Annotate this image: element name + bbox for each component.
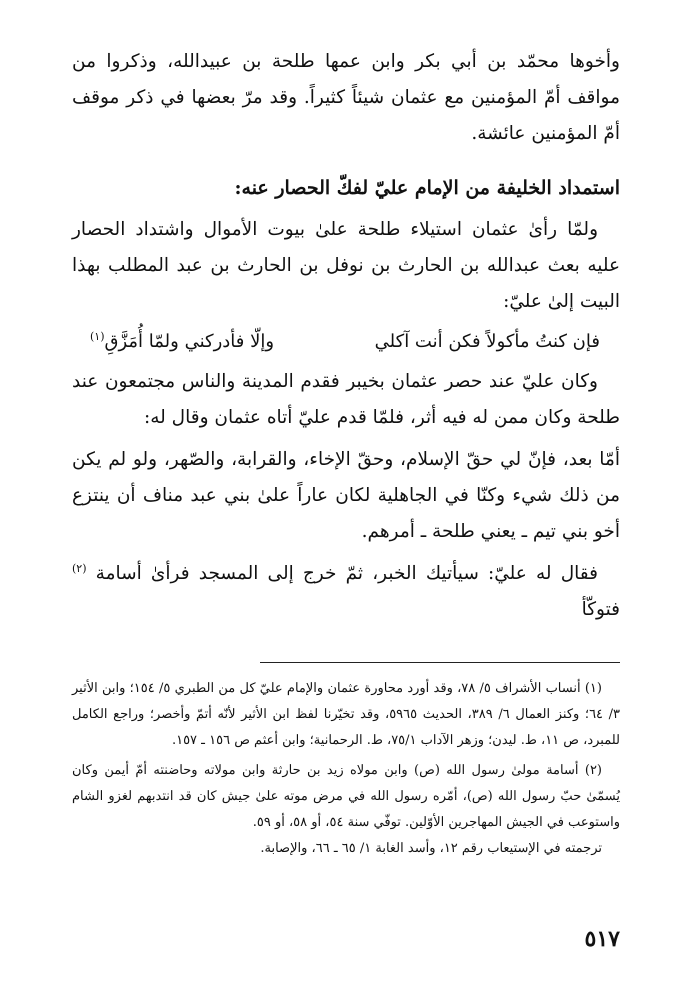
paragraph-uthman-speech: أمّا بعد، فإنّ لي حقّ الإسلام، وحقّ الإخاء، والقرابة، والصّهر، ولو لم يكن من ذلك شيء وكنّا في الجاهلية لكان عاراً علىٰ بني عبد مناف أن ينتزع أخو بني تيم ـ يعني طلحة ـ أمرهم. xyxy=(72,449,620,542)
verse-second-hemistich xyxy=(90,324,274,360)
main-text xyxy=(72,44,620,628)
footnote-ref-1: (١) xyxy=(90,330,105,343)
paragraph-ali-reply xyxy=(72,556,620,628)
paragraph-siege: ولمّا رأىٰ عثمان استيلاء طلحة علىٰ بيوت الأموال واشتداد الحصار عليه بعث عبدالله بن الحارث بن نوفل بن الحارث بن عبد المطلب بهذا البيت إلىٰ عليّ: xyxy=(72,219,620,312)
footnote-divider xyxy=(260,662,620,663)
ali-reply-text: فقال له عليّ: سيأتيك الخبر، ثمّ خرج إلى المسجد فرأىٰ أسامة xyxy=(95,563,598,584)
footnote-2-bio: ترجمته في الإستيعاب رقم ١٢، وأسد الغابة ١/ ٦٥ ـ ٦٦، والإصابة. xyxy=(260,841,602,856)
footnote-ref-2: (٢) xyxy=(72,561,87,575)
verse-second-text: وإلّا فأدركني ولمّا أُمَزَّقِ xyxy=(104,331,275,352)
footnote-2: (٢) أسامة مولىٰ رسول الله (ص) وابن مولاه زيد بن حارثة وابن مولاته وحاضنته أمّ أيمن وكان يُسمّىٰ حبّ رسول الله (ص)، أمّره رسول الله في مرض موته علىٰ جيش كان قد انتدبهم لغزو الشام واستوعب في الجيش المهاجرين الأوّلين. توفّي سنة ٥٤، أو ٥٨، أو ٥٩. xyxy=(72,763,620,830)
page-number: ٥١٧ xyxy=(584,926,620,952)
ali-reply-tail: فتوكّأ xyxy=(581,599,620,620)
section-heading: استمداد الخليفة من الإمام عليّ لفكّ الحصار عنه: xyxy=(234,177,620,199)
paragraph-khaybar: وكان عليّ عند حصر عثمان بخيبر فقدم المدينة والناس مجتمعون عند طلحة وكان ممن له فيه أثر، فلمّا قدم عليّ أتاه عثمان وقال له: xyxy=(72,371,620,428)
footnotes xyxy=(72,676,620,862)
footnote-1: (١) أنساب الأشراف ٥/ ٧٨، وقد أورد محاورة عثمان والإمام عليّ كل من الطبري ٥/ ١٥٤؛ وابن الأثير ٣/ ٦٤؛ وكنز العمال ٦/ ٣٨٩، الحديث ٥٩٦٥، وقد تخيّرنا لفظ ابن الأثير لأنّه أتمّ وأخصر؛ وراجع الكامل للمبرد، ص ١١، ط. ليدن؛ وزهر الآداب ٧٥/١، ط. الرحمانية؛ وابن أعثم ص ١٥٦ ـ ١٥٧. xyxy=(72,681,621,748)
verse-first-hemistich: فإن كنتُ مأكولاً فكن أنت آكلي xyxy=(374,331,600,352)
poem-verse xyxy=(72,324,620,360)
paragraph-intro: وأخوها محمّد بن أبي بكر وابن عمها طلحة بن عبيدالله، وذكروا من مواقف أمّ المؤمنين مع عثمان شيئاً كثيراً. وقد مرّ بعضها في ذكر موقف أمّ المؤمنين عائشة. xyxy=(72,51,620,144)
